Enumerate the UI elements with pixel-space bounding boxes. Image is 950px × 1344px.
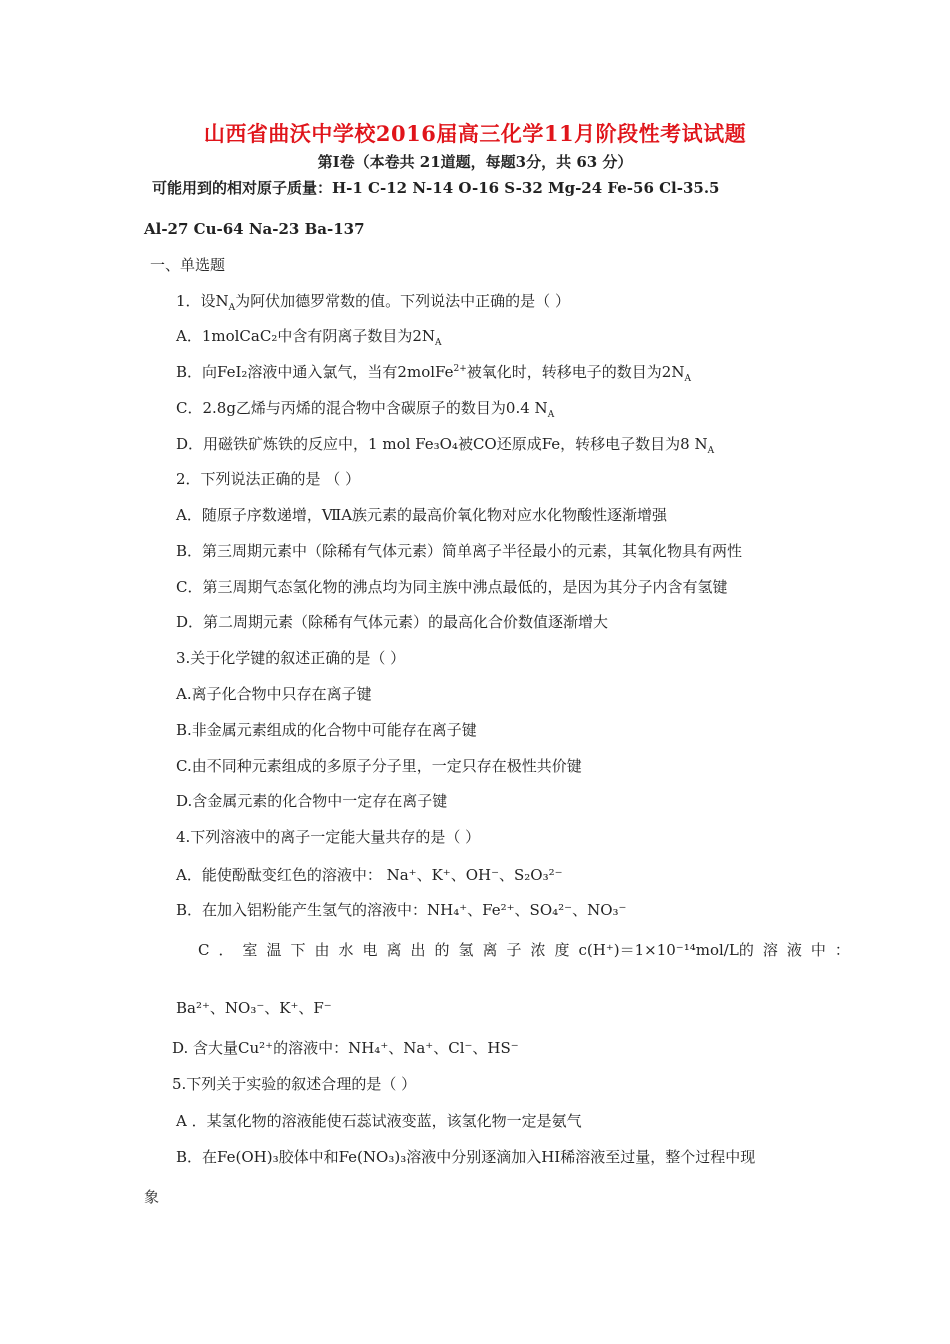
question-5-option-a: A ．某氢化物的溶液能使石蕊试液变蓝，该氢化物一定是氨气 — [176, 1112, 582, 1130]
atomic-masses-line2: Al-27 Cu-64 Na-23 Ba-137 — [144, 220, 365, 238]
question-5-stem: 5.下列关于实验的叙述合理的是（ ） — [172, 1075, 417, 1093]
question-3-option-c: C.由不同种元素组成的多原子分子里，一定只存在极性共价键 — [176, 757, 582, 775]
question-4-option-b: B．在加入铝粉能产生氢气的溶液中：NH₄⁺、Fe²⁺、SO₄²⁻、NO₃⁻ — [176, 901, 627, 919]
question-3-option-a: A.离子化合物中只存在离子键 — [176, 685, 372, 703]
question-2-option-a: A．随原子序数递增，ⅦA族元素的最高价氧化物对应水化物酸性逐渐增强 — [176, 506, 668, 524]
question-1-stem: 1．设$N_A$为阿伏加德罗常数的值。下列说法中正确的是（ ） — [176, 292, 570, 313]
section-heading: 一、单选题 — [150, 256, 226, 274]
question-1-option-d: D．用磁铁矿炼铁的反应中，1 mol Fe₃O₄被CO还原成Fe，转移电子数目为8 $N_A$ — [176, 435, 715, 456]
exam-title: 山西省曲沃中学校2016届高三化学11月阶段性考试试题 — [203, 121, 747, 146]
question-4-option-a: A．能使酚酞变红色的溶液中： Na⁺、K⁺、OH⁻、S₂O₃²⁻ — [176, 866, 563, 884]
question-4-option-d: D. 含大量Cu²⁺的溶液中：NH₄⁺、Na⁺、Cl⁻、HS⁻ — [172, 1039, 519, 1057]
question-1-option-a: A．1molCaC₂中含有阴离子数目为$2N_A$ — [176, 327, 442, 348]
question-5-option-b-continued: 象 — [144, 1188, 160, 1206]
question-2-option-d: D．第二周期元素（除稀有气体元素）的最高化合价数值逐渐增大 — [176, 613, 609, 631]
question-3-option-d: D.含金属元素的化合物中一定存在离子键 — [176, 792, 448, 810]
question-2-option-b: B．第三周期元素中（除稀有气体元素）简单离子半径最小的元素，其氧化物具有两性 — [176, 542, 743, 560]
question-3-stem: 3.关于化学键的叙述正确的是（ ） — [176, 649, 406, 667]
atomic-masses-line1: 可能用到的相对原子质量：H-1 C-12 N-14 O-16 S-32 Mg-24 Fe-56 Cl-35.5 — [152, 179, 720, 197]
question-4-option-c-ions: Ba²⁺、NO₃⁻、K⁺、F⁻ — [176, 999, 332, 1017]
question-1-option-b: B．向FeI₂溶液中通入氯气，当有2molFe$^{2+}$被氧化时，转移电子的数目为$2N_A$ — [176, 363, 691, 384]
question-1-option-c: C．2.8g乙烯与丙烯的混合物中含碳原子的数目为0.4 $N_A$ — [176, 399, 555, 420]
question-5-option-b: B．在Fe(OH)₃胶体中和Fe(NO₃)₃溶液中分别逐滴加入HI稀溶液至过量，整个过程中现 — [176, 1148, 756, 1166]
exam-subtitle: 第Ⅰ卷（本卷共 21道题，每题3分，共 63 分） — [317, 153, 633, 171]
question-3-option-b: B.非金属元素组成的化合物中可能存在离子键 — [176, 721, 477, 739]
question-2-stem: 2．下列说法正确的是 （ ） — [176, 470, 361, 488]
question-2-option-c: C．第三周期气态氢化物的沸点均为同主族中沸点最低的，是因为其分子内含有氢键 — [176, 578, 728, 596]
question-4-stem: 4.下列溶液中的离子一定能大量共存的是（ ） — [176, 828, 481, 846]
question-4-option-c: C．室温下由水电离出的氢离子浓度c(H⁺)＝1×10⁻¹⁴mol/L的溶液中： — [198, 941, 859, 959]
